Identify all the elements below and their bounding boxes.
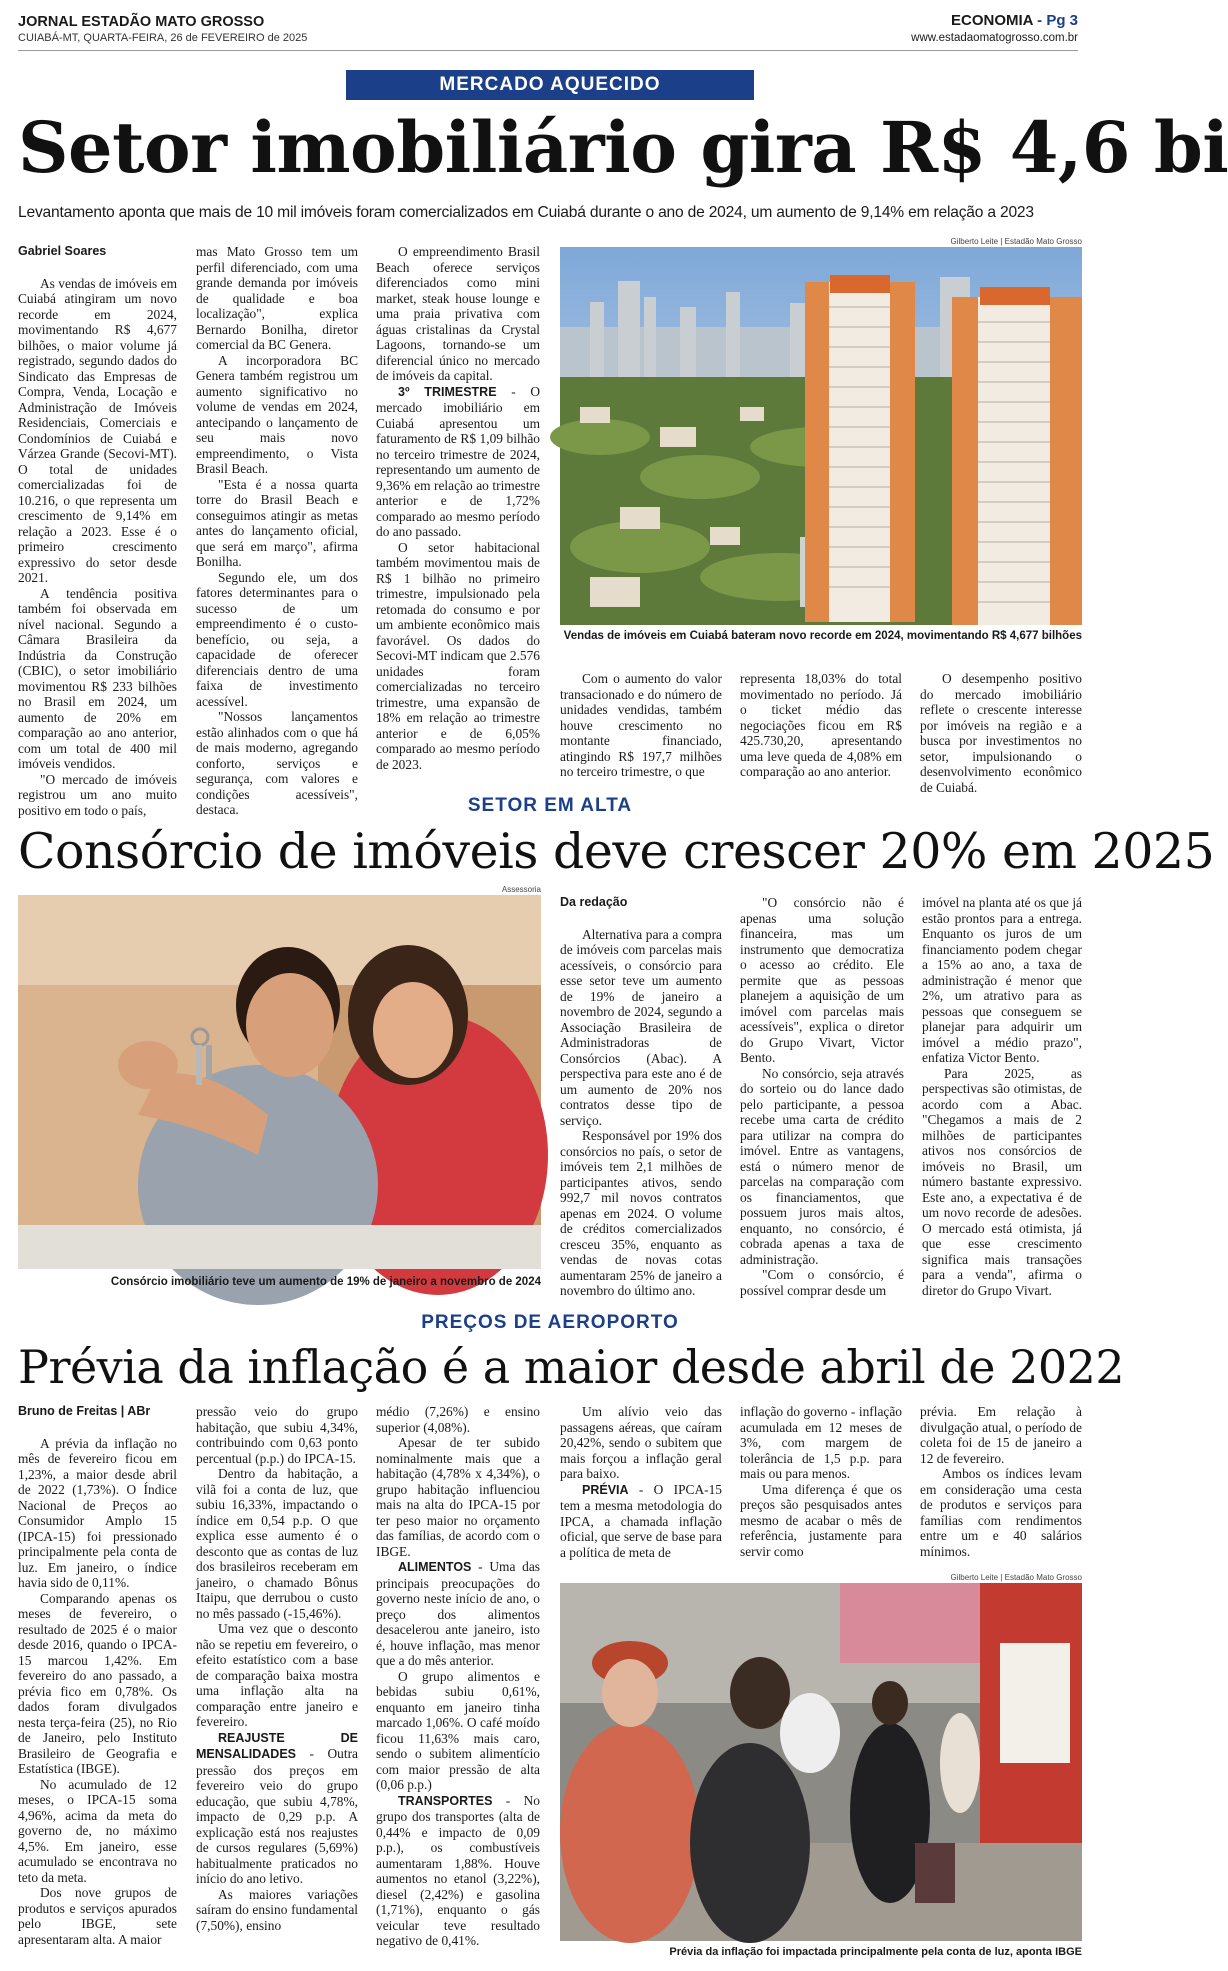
couple-photo: [18, 895, 541, 1269]
subhead: Levantamento aponta que mais de 10 mil imóveis foram comercializados em Cuiabá durante o ano de 2024, um aumento de 9,14% em relação a 2023: [18, 204, 1034, 221]
couple-keys-image: [18, 895, 541, 1269]
article1-col2: [196, 244, 358, 818]
paragraph: A tendência positiva também foi observada em nível nacional. Segundo a Câmara Brasileira da Indústria da Construção (CBIC), o setor imobiliário movimentou R$ 233 bilhões no Brasil em 2024, um aumento de 20% em comparação ao ano anterior, com um total de 400 mil imóveis vendidos.: [18, 585, 177, 771]
paragraph: "Com o consórcio, é possível comprar desde um: [740, 1267, 904, 1298]
paragraph: imóvel na planta até os que já estão prontos para a entrega. Enquanto os juros de um financiamento podem chegar a 15% ao ano, a taxa de administração é menor que 2%, um atrativo para as pessoas que conseguem se planejar para adquirir um imóvel a médio prazo", enfatiza Victor Bento.: [922, 895, 1082, 1065]
photo-caption: Vendas de imóveis em Cuiabá bateram novo recorde em 2024, movimentando R$ 4,677 bilhões: [563, 630, 1082, 642]
paragraph: pressão veio do grupo habitação, que subiu 4,34%, contribuindo com 0,63 ponto percentual (p.p.) do IPCA-15.: [196, 1404, 358, 1466]
subhead-lead: ALIMENTOS: [398, 1560, 472, 1574]
kicker: PREÇOS DE AEROPORTO: [421, 1312, 679, 1333]
paragraph: Dos nove grupos de produtos e serviços apurados pelo IBGE, sete apresentaram alta. A maior: [18, 1885, 177, 1947]
paragraph: inflação do governo - inflação acumulada em 12 meses de 3%, com margem de tolerância de 1,5 p.p. para mais ou para menos.: [740, 1404, 902, 1481]
article1-col1: [18, 244, 177, 818]
paragraph: Alternativa para a compra de imóveis com parcelas mais acessíveis, o consórcio para esse setor teve um aumento de 19% de janeiro a novembro de 2024, segundo a Associação Brasileira de Administradoras de Consórcios (Abac). A perspectiva para este ano é de um aumento de 20% nos contratos desse tipo de serviço.: [560, 926, 722, 1128]
article2-col3: [922, 895, 1082, 1298]
city-photo: [560, 247, 1082, 625]
article2-col2: [740, 895, 904, 1298]
article3-col3: [376, 1404, 540, 1949]
article3-col6: [920, 1404, 1082, 1559]
street-market-image: [560, 1583, 1082, 1941]
article2-col1: [560, 895, 722, 1299]
paragraph: Uma vez que o desconto não se repetiu em fevereiro, o efeito estatístico com a base de comparação baixa mostra uma inflação alta na comparação entre janeiro e fevereiro.: [196, 1621, 358, 1729]
paragraph-text: - Outra pressão dos preços em fevereiro veio do grupo educação, que subiu 4,78%, impacto de 0,29 p.p. A explicação está nos reajustes de cursos regulares (5,69%) habitualmente praticados no início do ano letivo.: [196, 1746, 358, 1886]
paragraph: Segundo ele, um dos fatores determinantes para o sucesso de um empreendimento é o custo-benefício, ou seja, a capacidade de oferecer diferenciais dentro de uma faixa de investimento acessível.: [196, 569, 358, 709]
paragraph: prévia. Em relação à divulgação atual, o período de coleta foi de 15 de janeiro a 12 de fevereiro.: [920, 1404, 1082, 1466]
paragraph: mas Mato Grosso tem um perfil diferenciado, com uma grande demanda por imóveis de qualidade e boa localização", explica Bernardo Bonilha, diretor comercial da BC Genera.: [196, 244, 358, 352]
paragraph: Uma diferença é que os preços são pesquisados antes mesmo de acabar o mês de referência, justamente para servir como: [740, 1481, 902, 1559]
headline: Setor imobiliário gira R$ 4,6 bi: [18, 106, 1228, 189]
paragraph-text: - O mercado imobiliário em Cuiabá apresentou um faturamento de R$ 1,09 bilhão no terceiro trimestre de 2024, representando um aumento de 9,36% em relação ao trimestre anterior e de 1,72% comparado ao mesmo período do ano passado.: [376, 383, 540, 539]
section-separator: -: [1032, 12, 1047, 29]
paragraph: Apesar de ter subido nominalmente mais que a habitação (4,78% x 4,34%), o grupo habitação influenciou mais na alta do IPCA-15 por ter peso maior no orçamento das famílias, de acordo com o IBGE.: [376, 1435, 540, 1559]
article1-col6: [920, 671, 1082, 795]
article3-col2: [196, 1404, 358, 1933]
section-label: [951, 12, 1078, 29]
paragraph: A prévia da inflação no mês de fevereiro ficou em 1,23%, a maior desde abril de 2022 (1,73%). O Índice Nacional de Preços ao Consumidor Amplo 15 (IPCA-15) foi pressionado principalmente pela conta de luz. Em janeiro, o índice havia sido de 0,11%.: [18, 1435, 177, 1590]
byline: Bruno de Freitas | ABr: [18, 1404, 151, 1418]
kicker: SETOR EM ALTA: [467, 795, 633, 816]
paragraph: O desempenho positivo do mercado imobiliário reflete o crescente interesse por imóveis na região e a busca por investimentos no setor, impulsionando o desenvolvimento econômico de Cuiabá.: [920, 671, 1082, 795]
article3-col5: [740, 1404, 902, 1559]
section-name: ECONOMIA: [951, 12, 1033, 29]
paragraph: Para 2025, as perspectivas são otimistas, de acordo com a Abac. "Chegamos a mais de 2 milhões de participantes ativos nos consórcios de imóveis no Brasil, um número bastante expressivo. Este ano, a expectativa é de um novo recorde de adesões. O mercado está otimista, já que esse crescimento significa mais transações para a venda", afirma o diretor do Grupo Vivart.: [922, 1065, 1082, 1298]
paragraph-text: - O IPCA-15 tem a mesma metodologia do IPCA, a chamada inflação oficial, que serve de base para a política de meta de: [560, 1481, 722, 1560]
paragraph: Um alívio veio das passagens aéreas, que caíram 20,42%, sendo o subitem que mais forçou a inflação geral para baixo.: [560, 1404, 722, 1481]
paragraph: "Nossos lançamentos estão alinhados com o que há de mais moderno, agregando conforto, serviços e segurança, com valores e condições acessíveis", destaca.: [196, 709, 358, 817]
article3-col1: [18, 1404, 177, 1947]
paper-name: JORNAL ESTADÃO MATO GROSSO: [18, 14, 265, 30]
headline: Prévia da inflação é a maior desde abril de 2022: [18, 1340, 1125, 1394]
paragraph: No consórcio, seja através do sorteio ou do lance dado pelo participante, a pessoa recebe uma carta de crédito para utilizar na compra do imóvel. Entre as vantagens, está o número menor de parcelas na comparação com os financiamentos, que possuem juros mais altos, enquanto, no consórcio, é cobrada apenas a taxa de administração.: [740, 1065, 904, 1267]
photo-caption: Consórcio imobiliário teve um aumento de 19% de janeiro a novembro de 2024: [110, 1276, 541, 1288]
paragraph: O grupo alimentos e bebidas subiu 0,61%, enquanto em janeiro tinha marcado 1,06%. O café moído ficou 11,63% mais caro, sendo o subitem alimentício com maior pressão de alta (0,06 p.p.): [376, 1668, 540, 1792]
article1-col4: [560, 671, 722, 780]
paragraph: Dentro da habitação, a vilã foi a conta de luz, que subiu 16,33%, impactando o índice em 0,54 p.p. O que explica esse aumento é o desconto que as contas de luz dos brasileiros receberam em janeiro, o chamado Bônus Itaipu, que derrubou o custo no mês passado (-15,46%).: [196, 1466, 358, 1621]
byline: Gabriel Soares: [18, 244, 107, 258]
paragraph: [376, 1559, 540, 1669]
paragraph: representa 18,03% do total movimentado no período. Já o ticket médio das negociações ficou em R$ 425.730,20, apresentando uma leve queda de 4,08% em comparação ao ano anterior.: [740, 671, 902, 779]
paragraph: "O mercado de imóveis registrou um ano muito positivo em todo o país,: [18, 771, 177, 818]
paragraph: As vendas de imóveis em Cuiabá atingiram um novo recorde em 2024, movimentando R$ 4,677 bilhões, o maior volume já registrado, segundo dados do Sindicato das Empresas de Compra, Venda, Locação e Administração de Imóveis Residenciais, Comerciais e Condomínios de Cuiabá e Várzea Grande (Secovi-MT). O total de unidades comercializadas foi de 10.216, o que representa um crescimento de 9,14% em relação a 2023. Esse é o primeiro crescimento expressivo do setor desde 2021.: [18, 275, 177, 585]
subhead-lead: PRÉVIA: [582, 1482, 629, 1497]
kicker-banner: MERCADO AQUECIDO: [346, 70, 754, 100]
header-rule: [18, 50, 1078, 51]
city-skyline-image: [560, 247, 1082, 625]
photo-credit: Assessoria: [501, 885, 541, 894]
paragraph: [196, 1730, 358, 1887]
subhead-lead: 3º TRIMESTRE: [398, 384, 497, 399]
paragraph: A incorporadora BC Genera também registrou um aumento significativo no volume de vendas em 2024, antecipando o lançamento de seu mais novo empreendimento, o Vista Brasil Beach.: [196, 352, 358, 476]
paragraph: Com o aumento do valor transacionado e do número de unidades vendidas, também houve crescimento no montante financiado, atingindo R$ 197,7 milhões no terceiro trimestre, o que: [560, 671, 722, 779]
street-photo: [560, 1583, 1082, 1941]
paragraph: O setor habitacional também movimentou mais de R$ 1 bilhão no primeiro trimestre, impulsionado pela retomada do consumo e por um ambiente econômico mais favorável. Os dados do Secovi-MT indicam que 2.576 unidades foram comercializadas no terceiro trimestre, uma expansão de 18% em relação ao trimestre anterior e de 6,05% comparado ao mesmo período de 2023.: [376, 539, 540, 772]
paragraph: "Esta é a nossa quarta torre do Brasil Beach e conseguimos atingir as metas antes do lançamento oficial, que será em março", afirma Bonilha.: [196, 476, 358, 569]
subhead-lead: REAJUSTE DE MENSALIDADES: [196, 1730, 358, 1761]
website: www.estadaomatogrosso.com.br: [911, 32, 1078, 44]
paragraph-text: - Uma das principais preocupações do governo neste início de ano, o preço dos alimentos desacelerou ante janeiro, isto é, houve inflação, mas menor que a do mês anterior.: [376, 1559, 540, 1668]
article1-col3: [376, 244, 540, 772]
paragraph: Ambos os índices levam em consideração uma cesta de produtos e serviços para famílias com rendimentos entre um e 40 salários mínimos.: [920, 1466, 1082, 1559]
paragraph: médio (7,26%) e ensino superior (4,08%).: [376, 1404, 540, 1435]
paragraph: As maiores variações saíram do ensino fundamental (7,50%), ensino: [196, 1886, 358, 1933]
paragraph: [376, 384, 540, 540]
paragraph: [560, 1482, 722, 1561]
paragraph: [376, 1793, 540, 1949]
paragraph: "O consórcio não é apenas uma solução financeira, mas um instrumento que democratiza o acesso ao crédito. Ele permite que as pessoas planejem a aquisição de um imóvel com parcelas mais acessíveis", explica o diretor do Grupo Vivart, Victor Bento.: [740, 895, 904, 1065]
photo-caption: Prévia da inflação foi impactada principalmente pela conta de luz, aponta IBGE: [669, 1946, 1082, 1958]
paragraph: Comparando apenas os meses de fevereiro, o resultado de 2025 é o maior desde 2016, quando o IPCA-15 marcou 1,42%. Em fevereiro do ano passado, a prévia fico em 0,78%. Os dados foram divulgados nesta terça-feira (25), no Rio de Janeiro, pelo Instituto Brasileiro de Geografia e Estatística (IBGE).: [18, 1590, 177, 1776]
paragraph: O empreendimento Brasil Beach oferece serviços diferenciados como mini market, steak house lounge e uma praia privativa com águas cristalinas da Crystal Lagoons, tornando-se um diferencial único no mercado de imóveis da capital.: [376, 244, 540, 383]
article1-col5: [740, 671, 902, 780]
photo-credit: Gilberto Leite | Estadão Mato Grosso: [950, 237, 1082, 246]
headline: Consórcio de imóveis deve crescer 20% em 2025: [18, 823, 1215, 880]
photo-credit: Gilberto Leite | Estadão Mato Grosso: [950, 1573, 1082, 1582]
page-number: Pg 3: [1046, 12, 1078, 29]
byline: Da redação: [560, 895, 628, 909]
paragraph: No acumulado de 12 meses, o IPCA-15 soma 4,96%, acima da meta do governo de, no máximo 4,5%. Em janeiro, esse acumulado se encontrava no teto da meta.: [18, 1776, 177, 1885]
paragraph-text: - No grupo dos transportes (alta de 0,44% e impacto de 0,09 p.p.), os combustíveis aumentaram 1,88%. Houve aumentos no etanol (3,22%), diesel (2,42%) e gasolina (1,71%), enquanto o gás veicular teve resultado negativo de 0,41%.: [376, 1792, 540, 1948]
subhead-lead: TRANSPORTES: [398, 1793, 493, 1808]
paragraph: Responsável por 19% dos consórcios no país, o setor de imóveis tem 2,1 milhões de participantes ativos, sendo 992,7 mil novos contratos apenas em 2024. O volume de créditos comercializados cresceu 35%, enquanto as vendas de novas cotas aumentaram 25% de janeiro a novembro do último ano.: [560, 1128, 722, 1298]
dateline: CUIABÁ-MT, QUARTA-FEIRA, 26 de FEVEREIRO de 2025: [18, 32, 308, 44]
article3-col4: [560, 1404, 722, 1560]
